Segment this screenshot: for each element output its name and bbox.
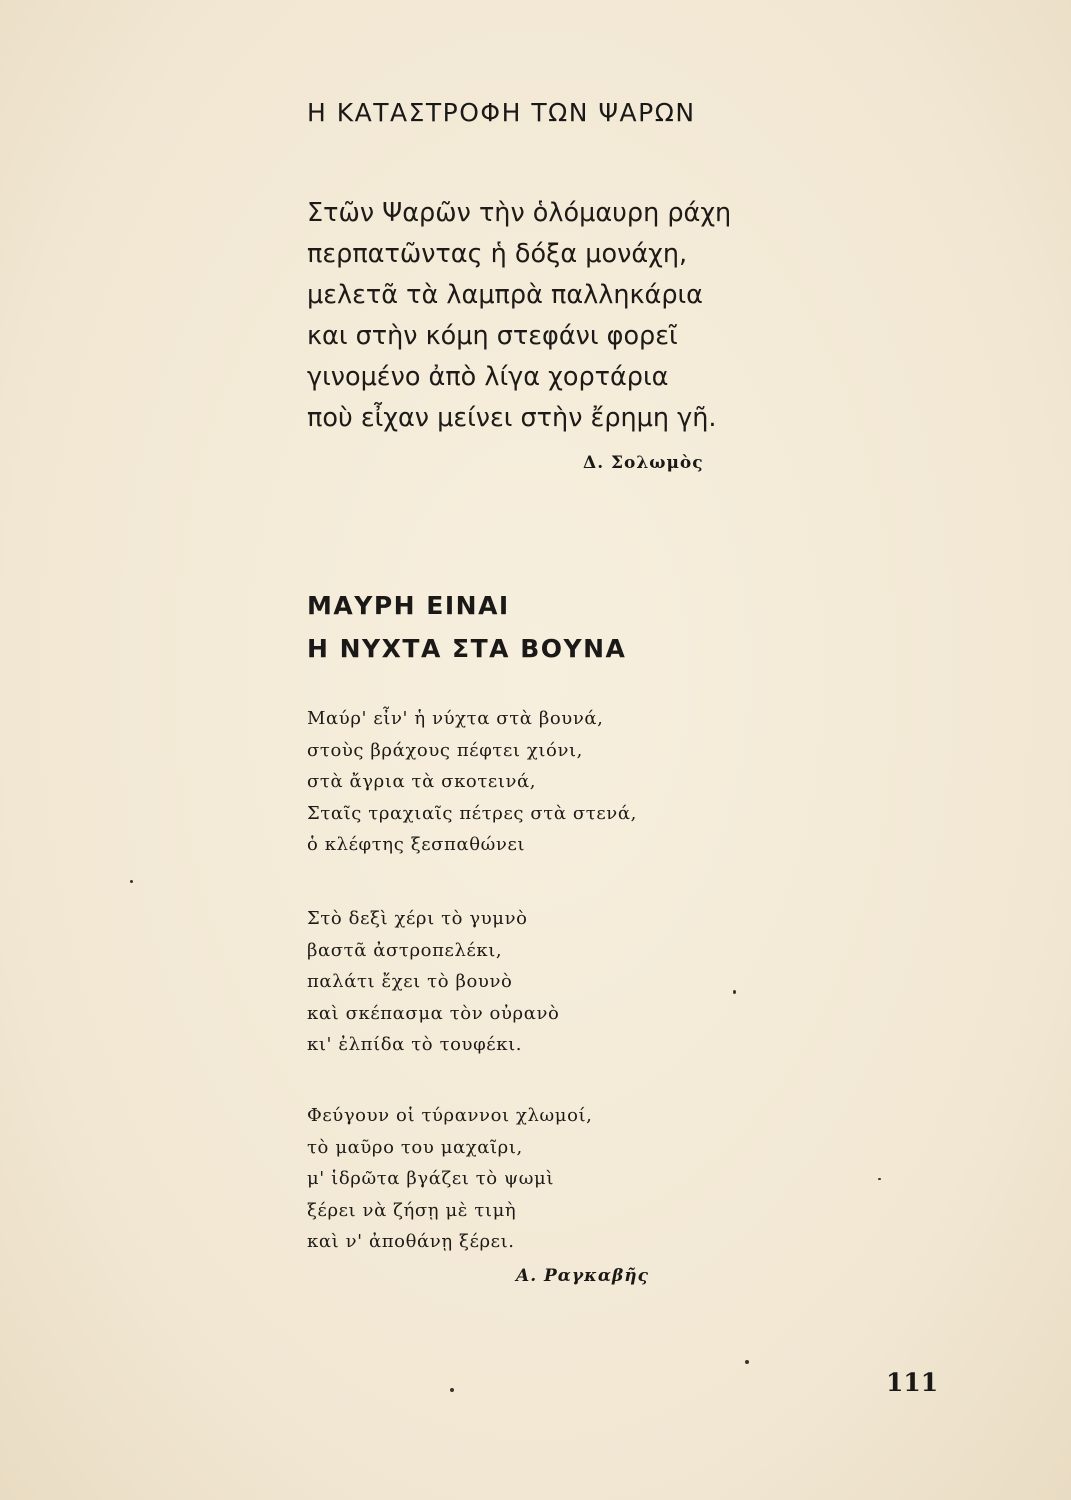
print-speck <box>878 1178 881 1180</box>
poem1-line: γινομένο ἀπὸ λίγα χορτάρια <box>307 362 669 392</box>
poem2-line: ὁ κλέφτης ξεσπαθώνει <box>307 834 526 855</box>
poem2-line: στοὺς βράχους πέφτει χιόνι, <box>307 739 584 761</box>
poem2-line: Μαύρ' εἶν' ἡ νύχτα στὰ βουνά, <box>307 708 604 729</box>
poem1-line: μελετᾶ τὰ λαμπρὰ παλληκάρια <box>307 280 703 310</box>
poem1-line: Στῶν Ψαρῶν τὴν ὁλόμαυρη ράχη <box>307 198 732 228</box>
poem2-line: Σταῖς τραχιαῖς πέτρες στὰ στενά, <box>307 802 637 824</box>
poem2-title-line1: ΜΑΥΡΗ ΕΙΝΑΙ <box>307 591 510 620</box>
poem1-title: Η ΚΑΤΑΣΤΡΟΦΗ ΤΩΝ ΨΑΡΩΝ <box>307 98 696 127</box>
poem2-line: παλάτι ἔχει τὸ βουνὸ <box>307 971 513 992</box>
poem1-line: περπατῶντας ἡ δόξα μονάχη, <box>307 239 688 269</box>
poem1-author: Δ. Σολωμὸς <box>583 453 704 473</box>
poem1-line: ποὺ εἶχαν μείνει στὴν ἔρημη γῆ. <box>307 403 717 433</box>
print-speck <box>130 880 133 883</box>
poem2-line: ξέρει νὰ ζήσῃ μὲ τιμὴ <box>307 1199 517 1221</box>
poem2-line: κι' ἐλπίδα τὸ τουφέκι. <box>307 1034 523 1055</box>
poem2-line: καὶ ν' ἀποθάνῃ ξέρει. <box>307 1231 515 1252</box>
poem2-line: Φεύγουν οἱ τύραννοι χλωμοί, <box>307 1105 593 1126</box>
poem2-stanza <box>307 703 637 861</box>
print-speck <box>733 990 736 994</box>
poem2-line: Στὸ δεξὶ χέρι τὸ γυμνὸ <box>307 908 528 929</box>
poem2-stanza <box>307 903 559 1061</box>
poem2-line: βαστᾶ ἀστροπελέκι, <box>307 939 503 961</box>
print-speck <box>450 1388 454 1392</box>
poem1-body <box>307 193 731 439</box>
print-speck <box>745 1360 749 1364</box>
poem2-title-line2: Η ΝΥΧΤΑ ΣΤΑ ΒΟΥΝΑ <box>307 634 627 663</box>
poem2-stanza <box>307 1100 593 1258</box>
page-number: 111 <box>886 1368 939 1397</box>
poem1-line: και στὴν κόμη στεφάνι φορεῖ <box>307 321 678 351</box>
poem2-author: Α. Ραγκαβῆς <box>516 1266 649 1286</box>
poem2-line: μ' ἱδρῶτα βγάζει τὸ ψωμὶ <box>307 1168 555 1189</box>
poem2-line: στὰ ἄγρια τὰ σκοτεινά, <box>307 771 537 792</box>
poem2-line: καὶ σκέπασμα τὸν οὐρανὸ <box>307 1002 560 1024</box>
poem2-line: τὸ μαῦρο του μαχαῖρι, <box>307 1136 523 1158</box>
